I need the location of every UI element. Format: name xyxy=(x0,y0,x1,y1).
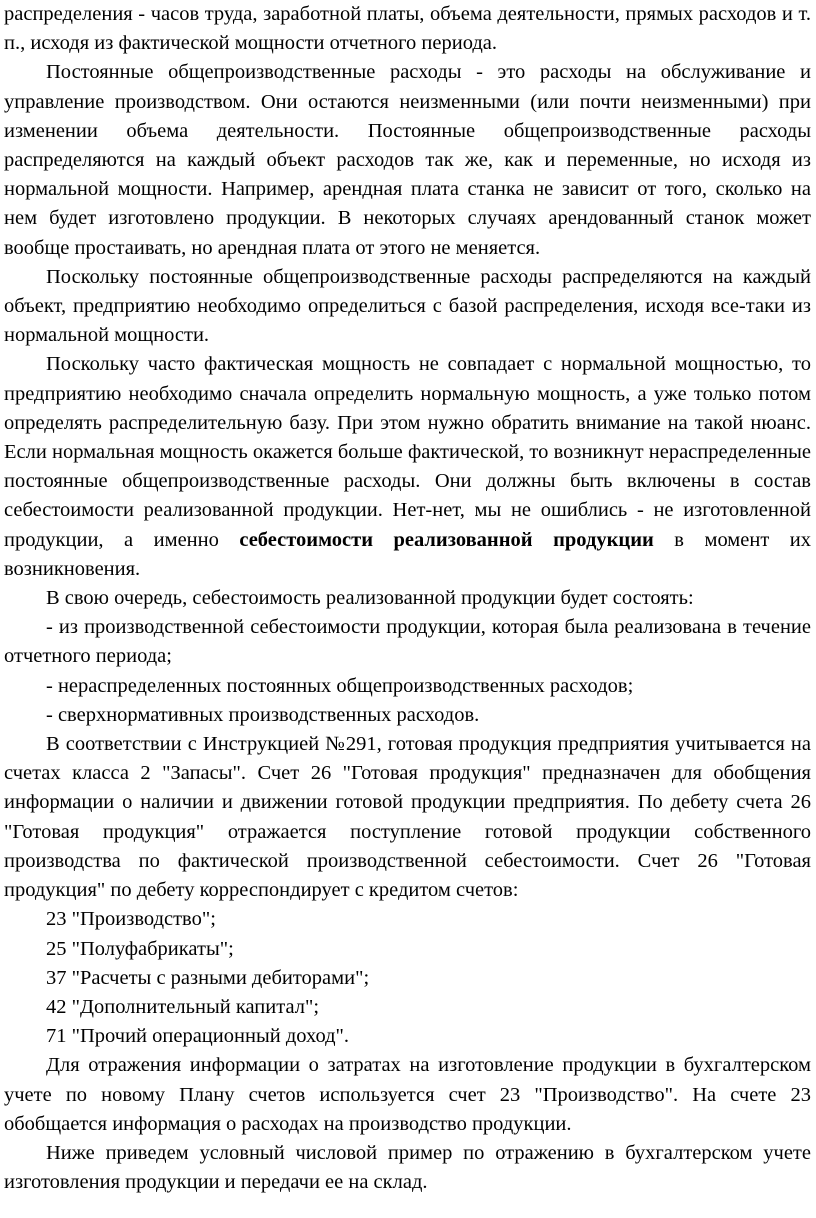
paragraph-normal-capacity-text: Поскольку часто фактическая мощность не совпадает с нормальной мощностью, то предприятию необходимо сначала определить нормальную мощность, а уже только потом определять распределительную базу. При этом нужно обратить внимание на такой нюанс. Если нормальная мощность окажется больше фактической, то возникнут нераспределенные постоянные общепроизводственные расходы. Они должны быть включены в состав себестоимости реализованной продукции. Нет-нет, мы не ошиблись - не изготовленной продукции, а именно xyxy=(4,353,811,551)
list-item-production-cost: - из производственной себестоимости продукции, которая была реализована в течение отчетного периода; xyxy=(4,616,811,668)
paragraph-distribution-base: Поскольку постоянные общепроизводственные расходы распределяются на каждый объект, предприятию необходимо определиться с базой распределения, исходя все-таки из нормальной мощности. xyxy=(4,265,811,347)
paragraph-example-intro: Ниже приведем условный числовой пример по отражению в бухгалтерском учете изготовления продукции и передачи ее на склад. xyxy=(4,1141,811,1194)
list-item-account-37: 37 "Расчеты с разными дебиторами"; xyxy=(46,966,370,989)
paragraph-account-23: Для отражения информации о затратах на изготовление продукции в бухгалтерском учете по новому Плану счетов используется счет 23 "Производство". На счете 23 обобщается информация о расходах на производство продукции. xyxy=(4,1054,811,1135)
list-item-excess-costs: - сверхнормативных производственных расходов. xyxy=(46,703,480,726)
list-item-account-23: 23 "Производство"; xyxy=(46,908,216,931)
list-item-account-42: 42 "Дополнительный капитал"; xyxy=(46,995,320,1018)
paragraph-fixed-overhead-definition: Постоянные общепроизводственные расходы - это расходы на обслуживание и управление производством. Они остаются неизменными (или почти неизменными) при изменении объема деятельности. Постоянные общепроизводственные расходы распределяются на каждый объект расходов так же, как и переменные, но исходя из нормальной мощности. Например, арендная плата станка не зависит от того, сколько на нем будет изготовлено продукции. В некоторых случаях арендованный станок может вообще простаивать, но арендная плата от этого не меняется. xyxy=(4,61,811,259)
paragraph-normal-capacity xyxy=(4,350,811,584)
paragraph-continuation: распределения - часов труда, заработной платы, объема деятельности, прямых расходов и т. п., исходя из фактической мощности отчетного периода. xyxy=(4,3,811,55)
paragraph-cost-composition-intro: В свою очередь, себестоимость реализованной продукции будет состоять: xyxy=(46,587,694,610)
list-item-account-71: 71 "Прочий операционный доход". xyxy=(46,1025,350,1048)
paragraph-account-26: В соответствии с Инструкцией №291, готовая продукция предприятия учитывается на счетах класса 2 "Запасы". Счет 26 "Готовая продукция" предназначен для обобщения информации о наличии и движении готовой продукции предприятия. По дебету счета 26 "Готовая продукция" отражается поступление готовой продукции собственного производства по фактической производственной себестоимости. Счет 26 "Готовая продукция" по дебету корреспондирует с кредитом счетов: xyxy=(4,733,811,902)
list-item-unallocated-overhead: - нераспределенных постоянных общепроизводственных расходов; xyxy=(46,674,634,697)
bold-emphasis: себестоимости реализованной продукции xyxy=(239,528,654,551)
list-item-account-25: 25 "Полуфабрикаты"; xyxy=(46,937,234,960)
paragraph-normal-capacity-tail: в момент их возникновения. xyxy=(4,528,812,580)
